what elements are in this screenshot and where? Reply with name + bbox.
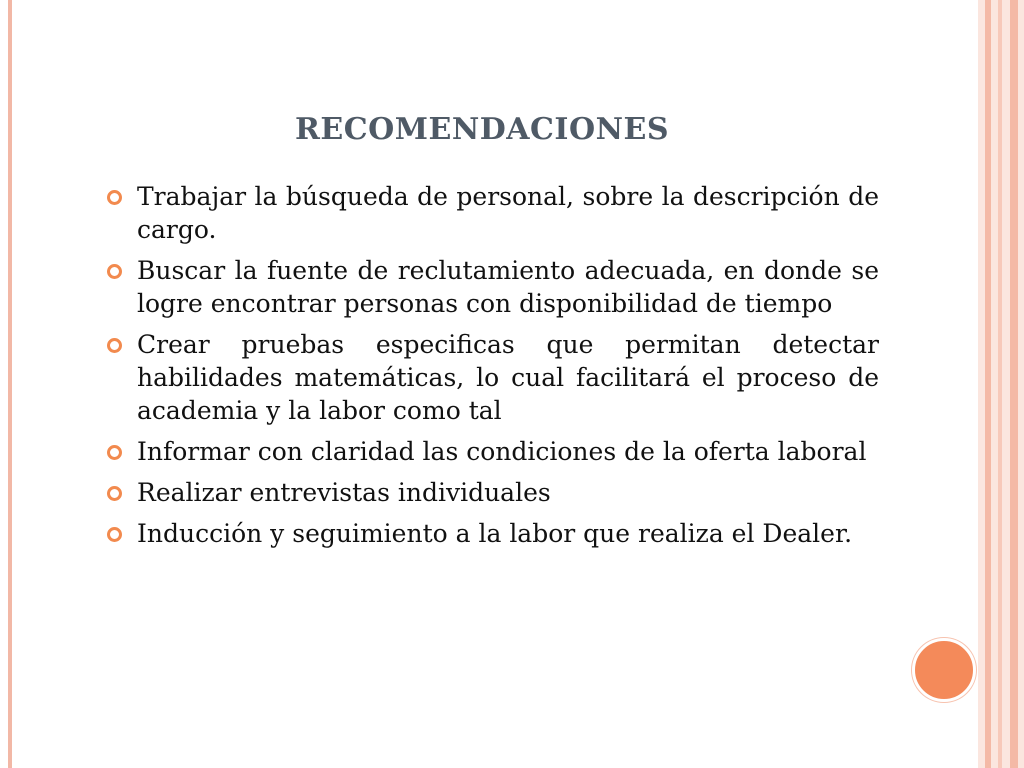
bullet-text: Trabajar la búsqueda de personal, sobre la descripción de cargo. [137, 182, 879, 244]
bullet-item [105, 476, 879, 509]
bullet-circle-icon [107, 264, 122, 279]
bullet-text: Buscar la fuente de reclutamiento adecuada, en donde se logre encontrar personas con disponibilidad de tiempo [137, 256, 879, 318]
decorative-circle [912, 638, 976, 702]
bullet-item [105, 328, 879, 427]
bullet-text: Crear pruebas especificas que permitan detectar habilidades matemáticas, lo cual facilitará el proceso de academia y la labor como tal [137, 330, 879, 425]
right-border-stripe [998, 0, 1002, 768]
slide-title: RECOMENDACIONES [294, 112, 670, 147]
bullet-text: Inducción y seguimiento a la labor que realiza el Dealer. [137, 519, 853, 548]
bullet-list [105, 180, 879, 558]
bullet-circle-icon [107, 527, 122, 542]
bullet-circle-icon [107, 338, 122, 353]
bullet-circle-icon [107, 445, 122, 460]
right-border-stripe [985, 0, 991, 768]
bullet-circle-icon [107, 486, 122, 501]
bullet-item [105, 517, 879, 550]
right-border-stripe [1010, 0, 1018, 768]
bullet-text: Informar con claridad las condiciones de la oferta laboral [137, 437, 867, 466]
bullet-item [105, 435, 879, 468]
bullet-item [105, 180, 879, 246]
bullet-text: Realizar entrevistas individuales [137, 478, 551, 507]
bullet-item [105, 254, 879, 320]
bullet-circle-icon [107, 190, 122, 205]
